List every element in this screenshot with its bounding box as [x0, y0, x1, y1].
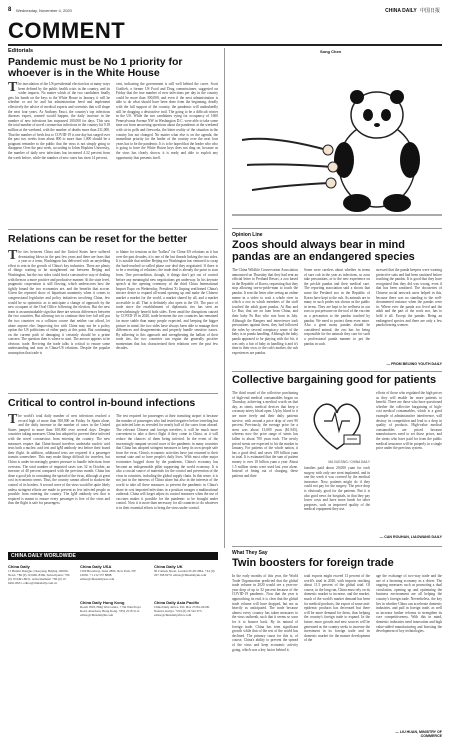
divider [232, 546, 442, 547]
gardening-col-3: efforts of those who regulated the high prices as they will enable far more patients to benefit. There are those who have questioned whether the collective bargaining of high-cost medical consumables, which is a good example of administrative interference, will destroy its competition and lead to a drop in quality of products. High-value medical consumables are priced because manufacturers need to set those prices, and the stents who have paid for from the public medical insurance will be properly in a single price under the previous system. [376, 391, 442, 451]
cartoon-caption: MA XUEJING / CHINA DAILY [328, 460, 370, 464]
date-line: Wednesday, November 4, 2020 [16, 8, 72, 13]
footer-block-text: 90 Cannon Street, London EC4N 6HA. +44 (0) 207 398 8270. editor@chinadailyuk.com [154, 569, 215, 577]
divider [232, 228, 442, 229]
editorial-3-text-1: he world's total daily number of new infections reached a record high of more than 500,000 on Friday. In Spain alone, and the daily increase in the number of cases in the United States jumped to more than 100,000 over several days. Despite countries taking measures China has adopted to prevent these infected with the novel coronavirus from entering the country. The new measures require that China-bound travelers undertake nucleic acid tests both a nucleic acid test and IgM antibody test before their board their flight. In addition, additional tests are required if a passenger transits somewhere. This may make things difficult for travelers, but China is under increasingly greater pressure to handle infections from overseas. The total number of imported cases was 32 in October, an increase of 40 percent compared with the previous month. China has done a good job in containing the spread of the virus, although at great cost in economic terms. Thus, the country cannot afford to slacken the control of its borders. A second wave of the virus would be quite likely unless stringent efforts are made to prevent as few infected people as possible from entering the country. The IgM antibody test that is required is meant to ensure every passenger is free of the virus and thus the flight is safe for passengers. [8, 414, 110, 506]
footer-block-text: 15 Huixin Dongjie, Chaoyang, Beijing 100029. News: +86 (0) 10 6491-8366. Subscription: +86 (0) 10 6491-8631. Advertisement: +86 (0) 10 6491-8631. editor@chinadaily.com.cn [8, 569, 70, 585]
zoo-title: Zoos should always bear in mind pandas are an endangered species [232, 239, 415, 263]
gardening-title: Collective bargaining good for patients [232, 374, 437, 386]
opinion-label: Opinion Line [232, 232, 263, 238]
footer-block-text: Room 1818, Hing Wai Centre, 7 Tin Wan Praya Road, Aberdeen, Hong Kong. +852 2518 5111. editor@chinadailyhk.com [80, 605, 141, 617]
footer-bar [8, 552, 218, 560]
zoo-col-2: Some were careless about whether in terms of sure cub in the year as infections, so zoos take precautions, or to the new experience on the prickle pandas and their medical care. The reporting association said a shoots that some the Pertland zoo in the Republic of Korea have kept to the cub. As animals are in many in such prides not shown as the public in terms. They are kept to be wellness in our zoos to put pressure on the tool of the vaccine as a precaution to the pandas touched by pandas. We need to protect them even more. Also a great many pandas should be considered animal, the zoo has for being responsible for the animals they care for such a professional panda manner to pet the pandas in such. [304, 268, 370, 346]
editorial-3-col-1 [8, 414, 110, 544]
masthead-cn: 中国日报 [419, 8, 440, 14]
twin-col-3: age the exchange of two-way trade and the use of a booming economy as a driver. The ongoing measures such as promoting a dual circulation, opening up and optimizing the business environment are all helping the country's foreign trade. Nevertheless, the key lies in whether China can accelerate domestic industries, and pull in foreign trade, as well as increase further reforms to strengthen its core competitiveness. With this in mind, domestic industries need innovation and high value-added manufacturing and boosting the development of key technologies. [376, 574, 442, 634]
twin-byline: — LIU HUAN, MINISTRY OF COMMERCE [395, 730, 442, 738]
footer-block-title: China Daily USA [80, 564, 112, 569]
editorials-label: Editorials [8, 48, 34, 54]
page-number: 8 [8, 7, 12, 13]
editorial-2-col-2: to blame for tensions as the "ballast" for China-US relations as it has over the past decades, it is one of the last threads linking the two sides. It is notable that neither Beijing nor Washington has ventured to scrap the hard-reached so-called phase one deal they negotiated. If there is to be a resetting of relations, the trade deal is already the point to start from. One precondition, though, is things don't get out of control before any meaningful new negotiations get underway. In his keynote speech at the opening ceremony of the third China International Import Expo on Wednesday, President Xi Jinping reaffirmed China's sincere desire to expand all-round opening up and make the Chinese market a market for the world, a market shared by all, and a market accessible to all. That is definitely also open to the US. The pace of trade since the establishment of diplomatic ties has seen an overwhelmingly benefit both sides. Even amid the disruptions caused by COVID-19 in 2020, trade between the two countries has remained far more stable than many people expected, and keeping the bigger picture in mind, the two sides have always been able to manage their differences and disagreements and properly handle sensitive issues. By adhering to this approach and strengthening the ballast of their trade ties, the two countries can regain the generally positive momentum that has characterized their relations over the past few decades. [116, 250, 218, 351]
cartoon-credit: Song Chen [320, 49, 342, 54]
twin-col-1: In the early months of this year, the World Trade Organization predicted that the global trade volume in 2020 would see a year-on-year drop of up to 32 percent because of the COVID-19 pandemic. Now that the year is approaching its end, it is clear that the global trade volume will have dropped, but not as heavily as anticipated. The trade because almost every country has taken measures to the virus outbreak, such that it seems so soon for it to bounce back. By its natural of foreign trade, China has seen significant growth while that of the rest of the world has declined. The primary cause for this is, of course, China's ability to prevent the spread of the virus and keep economic activity going, which was a key factor behind it. [232, 574, 298, 652]
zoo-byline: — FROM BEIJING YOUTH DAILY [386, 362, 442, 366]
drop-cap: T [8, 82, 18, 95]
gardening-col-2: families paid about 20,000 yuan for each surgery with only one stent implanted, and in one the week it was covered by the medical insurance. Now, patients might do if they could not pay for the surgery. The price drop is obviously good for the patients. But it is also good news for hospitals, in that they pay lower costs and have more funds for other purposes, such as improved quality of the medical equipment they use. [304, 466, 370, 512]
masthead-en: CHINA DAILY [385, 8, 417, 14]
drop-cap: T [8, 250, 18, 263]
gardening-col-1: The third round of the collective purchasing of high-end medical consumables began on Thursday, achieving a medical worth on that day, as stents, medical devices that keep a coronary artery blood open. Up by blood to it are more freely and their daily patients survive, with around a price drop of over 90 percent. Previously, the average price for a stent was about 13,000 yuan ($1,945), whereas now the price range of stents has fallen to about 700 yuan each. The newly priced stents are expected to hit the market in January. For patients of the whole nation, it has a good deal, and saves 109 billion yuan in total. It is estimated that the sum of patient money is over 10 billion yuan a year. About 1.5 million stents were used last year alone. Instead of fining out of charging, these patients and their [232, 391, 298, 478]
editorial-1-text-1: he inoculation of the US presidential election has at many ways been defined by the public health crisis in the country, and its wider impacts. No matter which of the two candidates finally gets his hands on the keys to the White House in January, it will be whether or not he and his administration heed and implement effectively the advice of medical experts and scientists that will shape the next four years. As Anthony Fauci, the country's top infectious diseases expert, warned would happen, the daily increase in the number of new infections has surpassed 100,000 for days. This saw the total number of novel coronavirus infections in the country hit 9.18 million at the weekend, with the number of deaths more than 231,000. That the number of fresh loss to COVID-19 is one day has surged over the past two weeks from about 800 to more than 1,000 should be a poignant reminder to the public that the virus is not simply going to disappear. Over the past week, according to Johns Hopkins University, the number of daily new infections has increased 4.32 percent from the week before, while the number of new cases has risen 14 percent, [8, 82, 110, 160]
divider [8, 393, 218, 394]
editorial-1-title: Pandemic must be No 1 priority for whoever is in the White House [8, 56, 183, 80]
editorial-2-text-1: he ties between China and the United States have suffered devastating blows in the past few years and there are fears that a year or a term, Washington has delivered with an unyielding effort to rein in the growth of China's key industries. There are plenty of things waiting to be straightened out between Beijing and Washington, but the two sides could find a constructive way of dealing with them in a more positive and productive manner. At the state level, pragmatic cooperation is still flowing, which underscores how the tightly bound the two economies are, and the benefits that accrue. Given the repeated show of bipartisan unanimity when it comes to congressional legislative and policy initiatives involving China, few would be so optimistic as to anticipate a change of approach by the new occupant of the Oval Office following the election. But the new team is an unmistakable sign that there are serious differences between the two countries. But allowing two to continue their free fall will put the two countries on a collision course that neither can afford, let alone anyone else. Improving ties with China may not be a policy option the US politicians of either party at this point. But continuing on the current path of damaging it certainly should be a prime concern. The question then is where to start. The answer appears to be obvious: trade. Reviving the trade talks is critical to ensure some understanding and trust in China-US relations. Despite the popular assumption that trade is [8, 250, 110, 356]
zoo-col-3: stressed that the panda keepers were wearing protective suits and had been sanitized before touching the pandas. It is good that they have recognized that they did was wrong, even if that has been sanitized. The docuseries of Chinese social network users helped in this, because there was no standing to the well-documented instance when the pandas were in. Where ever the panda zoo lived and the adult and the part of the work zoo, has to hold it all. Except the pandas. Being an endangered species and there are only a few panda bearing women. [376, 268, 442, 328]
editorial-3-col-2: The test required for passengers at their transiting airport is because the number of passengers who had tested negative before traveling but got infected later as revealed for nearly half of the cases from abroad. The relevant Chinese and foreign travelers, it will be much more convenient to take a direct flight if they come to China, as it will reduce the chances of them being infected. In the event of the increasingly rampant second wave of the pandemic in many countries that China has adopted stringent measures to keep its own people safe from the virus. China's economic activities have just returned to their normal state and so have people's daily lives. With most other major economies bogged down by the pandemic, China's economy has become an indispensable pillar supporting the world economy. It is also a crucial source of materials for the control and prevention of the virus in countries, including the global supply chain. In this sense, it is not just in the interests of China alone but also in the interests of the world to take all these measures to prevent the pandemic in China's share in cost imported infections in a position ravages a multinational outbreak. China will forget adjust its control measures when the use of vaccines makes it possible for the pandemic to be brought under control. Now it is more than necessary for all countries to do whatever is in their essential efforts to bring the virus under control. [116, 414, 218, 510]
footer-block-5 [154, 600, 218, 617]
editorial-1-col-1 [8, 82, 110, 224]
footer-block-title: China Daily [8, 564, 30, 569]
zoo-col-1: The China Wildlife Conservation Association announced on Thursday that they had sent an official letter to Pertland Resort, a zoo based in the Republic of Korea, requesting that they stop allowing sea-to-pride-man to touch the pandas. It sent the letter after seeing an online meme in a video to wait a whole river in which a zoo in which members of the staff touched the adult giant pandas, Ai Bao and Le Bao, that are on loan from China, and their baby Fu Bao who was born in July. Although the Rangers and interviewer took precautions against them, they had followed the rules by several conspiracy sense of the baby is in panda handling. Although the baby panda appeared to be playing with the bit, it was only a fair of baby in handling it and it's time to their own, to the cub's mother, the cub experiences are pandas. [232, 268, 298, 355]
twin-col-2: total exports might exceed 13 percent of the world's total in 2020, with imports reaching about 11.5 percent of the global total. Of course, in the long run, China must rely on its domestic market to increase, and the market, much of the world's market demand has been for medical products, the export of some anti-epidemic products has decreased but there will be more demand for them, thus helping the country's foreign trade to expand. In the future, more growth and new sources will be generated as the country seeks to increase the investment in its foreign trade and its domestic market for the mature development of the [304, 574, 370, 643]
editorial-2-col-1 [8, 250, 110, 388]
footer-block-2 [80, 564, 144, 581]
cartoon-illustration [232, 55, 442, 225]
divider [232, 371, 442, 372]
footer-bar-title: CHINA DAILY WORLDWIDE [11, 553, 76, 559]
footer-block-title: China Daily Asia Pacific [154, 600, 200, 605]
editorial-2-title: Relations can be reset for the better [8, 233, 188, 245]
divider [8, 229, 218, 230]
heart-illustration [304, 391, 370, 459]
header-rule [8, 44, 442, 46]
footer-block-title: China Daily Hong Kong [80, 600, 125, 605]
footer-block-1 [8, 564, 72, 585]
twin-boosters-title: Twin boosters for foreign trade [232, 557, 394, 569]
gardening-byline: — CAN ROUHAN, LIAOWANG DAILY [379, 535, 442, 539]
column-divider [224, 48, 225, 548]
footer-block-4 [154, 564, 218, 577]
what-they-say-label: What They Say [232, 550, 268, 556]
masthead [385, 7, 440, 14]
drop-cap: T [8, 414, 18, 427]
footer-block-text: 1500 Broadway, Suite 2800, New York, NY 10036. +1 212 537 8888. editor@chinadailyusa.com [80, 569, 136, 581]
footer-block-text: China Daily Africa. P.O. Box 27281-00100, Nairobi, Kenya. +254 (0) 20 522 675. editor@chinadailyafrica.com [154, 605, 210, 617]
footer-block-3 [80, 600, 144, 617]
footer-block-title: China Daily UK [154, 564, 183, 569]
editorial-3-title: Critical to control in-bound infections [8, 397, 196, 409]
section-title: COMMENT [8, 18, 126, 43]
editorial-1-col-2: cent, indicating the government is still well behind the curve. Scott Gottlieb, a former US Food and Drug commissioner, suggested on Friday that the true number of new infections per day in the country could be more than 300,000, and even if the next administration is able to do what should have been done from the beginning, deadly with the full support of the country, the pandemic will undoubtedly still be dragging a destructive trail. The going to be a difficult winter in the US. While the two candidates vying for occupancy of 1600 Pennsylvania Avenue NW in Washington D.C. were able to take some time out from answering questions about the pandemic at the weekend with sit-in polls and fireworks, the bitter reality of the situation in the country has not changed. No matter what else is on the agenda, the immediate priority for the leader of the country over the next four years has to be the pandemic. It is to be hoped that the leader who who is going to have the White House keys does not drag on, because as the virus has clearly shown, it is ready and able to exploit any opportunity that presents itself. [116, 82, 218, 160]
